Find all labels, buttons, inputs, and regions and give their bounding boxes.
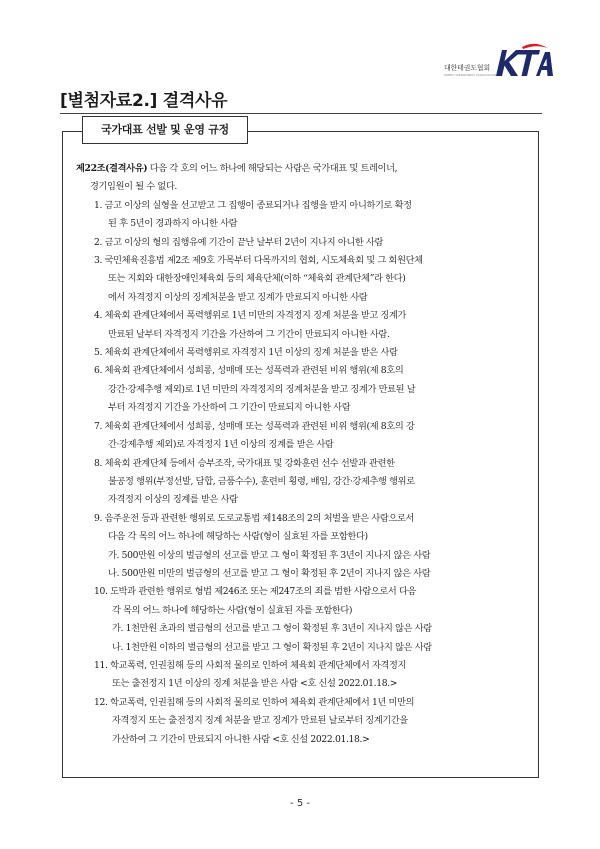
list-item: 8. 체육회 관계단체 등에서 승부조작, 국가대표 및 강화훈련 선수 선발과 관련한 xyxy=(94,457,395,469)
page-number: - 5 - xyxy=(290,798,310,809)
article-number: 제22조(결격사유) xyxy=(76,163,148,174)
list-item-cont: 불공정 행위(부정선발, 담합, 금품수수), 훈련비 횡령, 배임, 강간·강제추행 행위로 xyxy=(108,475,415,487)
list-item: 3. 국민체육진흥법 제2조 제9호 가목부터 다목까지의 협회, 시도체육회 및 그 회원단체 xyxy=(94,255,423,267)
list-item: 4. 체육회 관계단체에서 폭력행위로 1년 미만의 자격정지 징계 처분을 받고 징계가 xyxy=(94,310,407,322)
list-item: 12. 학교폭력, 인권침해 등의 사회적 물의로 인하여 체육회 관계단체에서 1년 미만의 xyxy=(94,696,415,708)
list-item-cont: 자격정지 또는 출전정지 징계 처분을 받고 징계가 만료된 날로부터 징계기간을 xyxy=(112,715,408,727)
sub-list-item: 가. 500만원 이상의 벌금형의 선고를 받고 그 형이 확정된 후 3년이 지나지 않은 사람 xyxy=(108,549,431,561)
list-item-cont: 각 목의 어느 하나에 해당하는 사람(형이 실효된 자를 포함한다) xyxy=(112,604,353,616)
kta-logo xyxy=(444,42,554,84)
list-item: 11. 학교폭력, 인권침해 등의 사회적 물의로 인하여 체육회 관계단체에서 자격정지 xyxy=(94,659,407,671)
list-item-cont: 부터 자격정지 기간을 가산하여 그 기간이 만료되지 아니한 사람 xyxy=(108,402,351,414)
list-item-cont: 다음 각 목의 어느 하나에 해당하는 사람(형이 실효된 자를 포함한다) xyxy=(108,531,368,543)
list-item: 1. 금고 이상의 실형을 선고받고 그 집행이 종료되거나 집행을 받지 아니하기로 확정 xyxy=(94,199,412,211)
list-item-cont: 강간·강제추행 제외)로 1년 미만의 자격정지의 징계처분을 받고 징계가 만료된 날 xyxy=(108,383,416,395)
list-item: 7. 체육회 관계단체에서 성희롱, 성매매 또는 성폭력과 관련된 비위 행위(제 8호의 강 xyxy=(94,420,415,432)
logo-org-name: 대한태권도협회 xyxy=(444,64,490,72)
page-heading: [별첨자료2.] 결격사유 xyxy=(60,91,228,111)
list-item-cont: 가산하여 그 기간이 만료되지 아니한 사람 <호 신설 2022.01.18.> xyxy=(112,733,370,745)
article-text: 다음 각 호의 어느 하나에 해당되는 사람은 국가대표 및 트레이너, xyxy=(147,163,398,174)
regulation-content xyxy=(76,160,532,749)
list-item: 9. 음주운전 등과 관련한 행위로 도로교통법 제148조의 2의 처벌을 받은 사람으로서 xyxy=(94,512,415,524)
list-item-cont: 된 후 5년이 경과하지 아니한 사람 xyxy=(108,218,238,230)
list-item-cont: 만료된 날부터 자격정지 기간을 가산하여 그 기간이 만료되지 아니한 사람. xyxy=(108,328,390,340)
kta-emblem-icon xyxy=(492,42,554,82)
list-item: 2. 금고 이상의 형의 집행유예 기간이 끝난 날부터 2년이 지나지 아니한 사람 xyxy=(94,236,384,248)
logo-org-sub: KOREA TAEKWONDO ASSOCIATION xyxy=(444,73,497,77)
article-lead xyxy=(76,160,532,178)
list-item: 5. 체육회 관계단체에서 폭력행위로 자격정지 1년 이상의 징계 처분을 받은 사람 xyxy=(94,347,398,359)
list-item: 6. 체육회 관계단체에서 성희롱, 성매매 또는 성폭력과 관련된 비위 행위(제 8호의 xyxy=(94,365,404,377)
list-item-cont: 또는 지회와 대한장애인체육회 등의 체육단체(이하 “체육회 관계단체”라 한다) xyxy=(108,273,406,285)
list-item: 10. 도박과 관련한 행위로 형법 제246조 또는 제247조의 죄를 범한 사람으로서 다음 xyxy=(94,586,417,598)
sub-list-item: 나. 1천만원 이하의 벌금형의 선고를 받고 그 형이 확정된 후 2년이 지나지 않은 사람 xyxy=(112,641,432,653)
list-item-cont: 자격정지 이상의 징계를 받은 사람 xyxy=(108,494,238,506)
article-cont: 경기임원이 될 수 없다. xyxy=(90,181,178,193)
list-item-cont: 또는 출전정지 1년 이상의 징계 처분을 받은 사람 <호 신설 2022.01.18.> xyxy=(112,678,398,690)
box-title: 국가대표 선발 및 운영 규정 xyxy=(82,116,248,144)
sub-list-item: 나. 500만원 미만의 벌금형의 선고를 받고 그 형이 확정된 후 2년이 지나지 않은 사람 xyxy=(108,567,431,579)
sub-list-item: 가. 1천만원 초과의 벌금형의 선고를 받고 그 형이 확정된 후 3년이 지나지 않은 사람 xyxy=(112,623,432,635)
list-item-cont: 간·강제추행 제외)로 자격정지 1년 이상의 징계를 받은 사람 xyxy=(108,439,334,451)
list-item-cont: 에서 자격정지 이상의 징계처분을 받고 징계가 만료되지 아니한 사람 xyxy=(108,291,368,303)
heading-divider xyxy=(60,113,542,114)
